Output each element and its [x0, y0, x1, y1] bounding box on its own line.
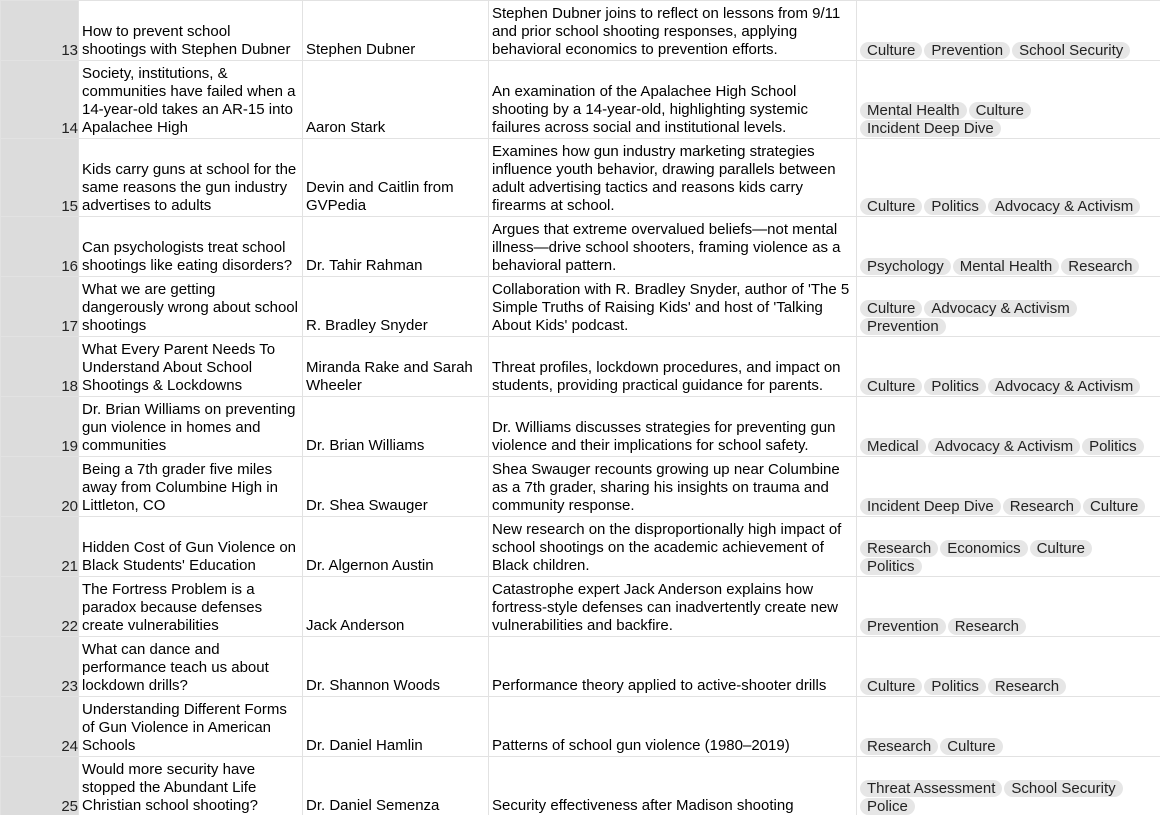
description-cell-text: Threat profiles, lockdown procedures, and impact on students, providing practical guidance for parents.: [492, 359, 841, 394]
tags-cell[interactable]: [857, 757, 1160, 815]
title-cell[interactable]: [79, 697, 303, 757]
tags-cell[interactable]: [857, 337, 1160, 397]
row-header[interactable]: 14: [1, 61, 79, 139]
description-cell-text: Performance theory applied to active-shooter drills: [492, 677, 827, 694]
table-row: [1, 61, 1160, 139]
description-cell[interactable]: [489, 517, 857, 577]
table-row: [1, 217, 1160, 277]
tag-chip[interactable]: Research: [988, 678, 1066, 695]
row-header[interactable]: 25: [1, 757, 79, 815]
guest-cell-text: Stephen Dubner: [306, 41, 416, 58]
tag-chip[interactable]: Culture: [860, 42, 922, 59]
guest-cell-text: Jack Anderson: [306, 617, 405, 634]
guest-cell-text: Dr. Algernon Austin: [306, 557, 434, 574]
tag-list: [857, 438, 1160, 456]
tag-chip[interactable]: Research: [1003, 498, 1081, 515]
tag-chip[interactable]: Politics: [924, 378, 986, 395]
tag-chip[interactable]: Research: [860, 738, 938, 755]
guest-cell[interactable]: [303, 277, 489, 337]
title-cell[interactable]: [79, 217, 303, 277]
tag-chip[interactable]: Prevention: [924, 42, 1010, 59]
guest-cell-text: Miranda Rake and Sarah Wheeler: [306, 359, 473, 394]
title-cell[interactable]: [79, 577, 303, 637]
description-cell[interactable]: [489, 577, 857, 637]
tag-chip[interactable]: Culture: [860, 678, 922, 695]
description-cell-text: Shea Swauger recounts growing up near Columbine as a 7th grader, sharing his insights on trauma and community response.: [492, 461, 840, 514]
description-cell[interactable]: [489, 397, 857, 457]
tag-chip[interactable]: Culture: [940, 738, 1002, 755]
tag-chip[interactable]: Politics: [1082, 438, 1144, 455]
tag-chip[interactable]: Incident Deep Dive: [860, 498, 1001, 515]
tags-cell[interactable]: [857, 397, 1160, 457]
guest-cell[interactable]: [303, 217, 489, 277]
tag-list: [857, 42, 1160, 60]
tag-chip[interactable]: Mental Health: [953, 258, 1060, 275]
table-row: [1, 397, 1160, 457]
tags-cell[interactable]: [857, 217, 1160, 277]
description-cell[interactable]: [489, 757, 857, 815]
title-cell[interactable]: [79, 757, 303, 815]
tag-chip[interactable]: Advocacy & Activism: [988, 198, 1140, 215]
description-cell[interactable]: [489, 457, 857, 517]
table-row: [1, 757, 1160, 815]
title-cell[interactable]: [79, 457, 303, 517]
description-cell-text: An examination of the Apalachee High School shooting by a 14-year-old, highlighting systemic failures across social and institutional levels.: [492, 83, 809, 136]
row-header[interactable]: 22: [1, 577, 79, 637]
table-row: [1, 697, 1160, 757]
title-cell[interactable]: [79, 277, 303, 337]
row-header[interactable]: 19: [1, 397, 79, 457]
tag-list: [857, 378, 1160, 396]
row-header[interactable]: 13: [1, 1, 79, 61]
title-cell-text: What can dance and performance teach us about lockdown drills?: [82, 641, 269, 694]
tag-chip[interactable]: Threat Assessment: [860, 780, 1002, 797]
tag-chip[interactable]: Politics: [924, 678, 986, 695]
row-header[interactable]: 20: [1, 457, 79, 517]
description-cell-text: New research on the disproportionally high impact of school shootings on the academic achievement of Black children.: [492, 521, 842, 574]
tag-chip[interactable]: Research: [1061, 258, 1139, 275]
tags-cell[interactable]: [857, 637, 1160, 697]
title-cell[interactable]: [79, 337, 303, 397]
description-cell[interactable]: [489, 697, 857, 757]
description-cell[interactable]: [489, 637, 857, 697]
guest-cell[interactable]: [303, 517, 489, 577]
description-cell[interactable]: [489, 277, 857, 337]
tag-list: [857, 618, 1160, 636]
row-header[interactable]: 24: [1, 697, 79, 757]
title-cell-text: Hidden Cost of Gun Violence on Black Students' Education: [82, 539, 297, 574]
tags-cell[interactable]: [857, 277, 1160, 337]
title-cell[interactable]: [79, 397, 303, 457]
guest-cell-text: Dr. Brian Williams: [306, 437, 425, 454]
description-cell-text: Stephen Dubner joins to reflect on lessons from 9/11 and prior school shooting responses, applying behavioral economics to prevention efforts.: [492, 5, 841, 58]
guest-cell-text: Dr. Daniel Semenza: [306, 797, 440, 814]
title-cell[interactable]: [79, 517, 303, 577]
row-header[interactable]: 17: [1, 277, 79, 337]
tag-list: [857, 540, 1160, 576]
tag-chip[interactable]: Advocacy & Activism: [928, 438, 1080, 455]
row-header[interactable]: 18: [1, 337, 79, 397]
tag-list: [857, 102, 1160, 138]
tag-list: [857, 738, 1160, 756]
guest-cell[interactable]: [303, 397, 489, 457]
tag-list: [857, 678, 1160, 696]
description-cell-text: Patterns of school gun violence (1980–2019): [492, 737, 790, 754]
tag-list: [857, 198, 1160, 216]
tag-chip[interactable]: Psychology: [860, 258, 951, 275]
title-cell-text: Kids carry guns at school for the same reasons the gun industry advertises to adults: [82, 161, 297, 214]
table-row: [1, 337, 1160, 397]
title-cell[interactable]: [79, 139, 303, 217]
tag-chip[interactable]: School Security: [1004, 780, 1122, 797]
guest-cell[interactable]: [303, 457, 489, 517]
tag-chip[interactable]: Prevention: [860, 318, 946, 335]
row-header[interactable]: 21: [1, 517, 79, 577]
tag-chip[interactable]: Advocacy & Activism: [924, 300, 1076, 317]
tags-cell[interactable]: [857, 1, 1160, 61]
tag-chip[interactable]: Politics: [924, 198, 986, 215]
guest-cell[interactable]: [303, 1, 489, 61]
title-cell-text: Understanding Different Forms of Gun Violence in American Schools: [82, 701, 287, 754]
tag-list: [857, 258, 1160, 276]
table-row: [1, 577, 1160, 637]
title-cell-text: Would more security have stopped the Abundant Life Christian school shooting?: [82, 761, 258, 814]
row-header[interactable]: 15: [1, 139, 79, 217]
guest-cell-text: Dr. Daniel Hamlin: [306, 737, 423, 754]
description-cell-text: Collaboration with R. Bradley Snyder, author of 'The 5 Simple Truths of Raising Kids' and host of 'Talking About Kids' podcast.: [492, 281, 850, 334]
tag-list: [857, 498, 1160, 516]
guest-cell-text: Aaron Stark: [306, 119, 386, 136]
title-cell-text: What Every Parent Needs To Understand About School Shootings & Lockdowns: [82, 341, 276, 394]
title-cell-text: What we are getting dangerously wrong about school shootings: [82, 281, 298, 334]
table-row: [1, 1, 1160, 61]
guest-cell[interactable]: [303, 139, 489, 217]
tag-chip[interactable]: Incident Deep Dive: [860, 120, 1001, 137]
description-cell[interactable]: [489, 217, 857, 277]
tag-chip[interactable]: Prevention: [860, 618, 946, 635]
title-cell-text: Being a 7th grader five miles away from Columbine High in Littleton, CO: [82, 461, 278, 514]
title-cell-text: The Fortress Problem is a paradox because defenses create vulnerabilities: [82, 581, 263, 634]
guest-cell-text: Dr. Tahir Rahman: [306, 257, 423, 274]
guest-cell[interactable]: [303, 61, 489, 139]
title-cell[interactable]: [79, 637, 303, 697]
tag-chip[interactable]: Politics: [860, 558, 922, 575]
title-cell-text: Can psychologists treat school shootings like eating disorders?: [82, 239, 293, 274]
description-cell[interactable]: [489, 61, 857, 139]
row-header[interactable]: 23: [1, 637, 79, 697]
guest-cell[interactable]: [303, 637, 489, 697]
guest-cell[interactable]: [303, 577, 489, 637]
tags-cell[interactable]: [857, 61, 1160, 139]
tags-cell[interactable]: [857, 139, 1160, 217]
tag-chip[interactable]: Police: [860, 798, 915, 815]
table-row: [1, 277, 1160, 337]
table-row: [1, 457, 1160, 517]
tag-chip[interactable]: Mental Health: [860, 102, 967, 119]
description-cell-text: Argues that extreme overvalued beliefs—not mental illness—drive school shooters, framing violence as a behavioral pattern.: [492, 221, 841, 274]
tag-chip[interactable]: Advocacy & Activism: [988, 378, 1140, 395]
tag-chip[interactable]: Culture: [1083, 498, 1145, 515]
guest-cell[interactable]: [303, 337, 489, 397]
description-cell[interactable]: [489, 1, 857, 61]
tags-cell[interactable]: [857, 517, 1160, 577]
description-cell-text: Dr. Williams discusses strategies for preventing gun violence and their implications for school safety.: [492, 419, 836, 454]
tag-chip[interactable]: Research: [860, 540, 938, 557]
guest-cell[interactable]: [303, 697, 489, 757]
description-cell-text: Catastrophe expert Jack Anderson explains how fortress-style defenses can inadvertently create new vulnerabilities and backfire.: [492, 581, 839, 634]
guest-cell[interactable]: [303, 757, 489, 815]
title-cell-text: How to prevent school shootings with Stephen Dubner: [82, 23, 291, 58]
title-cell-text: Society, institutions, & communities have failed when a 14-year-old takes an AR-15 into Apalachee High: [82, 65, 296, 136]
tag-chip[interactable]: Culture: [969, 102, 1031, 119]
tag-chip[interactable]: School Security: [1012, 42, 1130, 59]
guest-cell-text: Dr. Shannon Woods: [306, 677, 440, 694]
tag-chip[interactable]: Research: [948, 618, 1026, 635]
row-header[interactable]: 16: [1, 217, 79, 277]
description-cell[interactable]: [489, 139, 857, 217]
tag-chip[interactable]: Economics: [940, 540, 1027, 557]
table-row: [1, 637, 1160, 697]
tags-cell[interactable]: [857, 577, 1160, 637]
description-cell[interactable]: [489, 337, 857, 397]
tag-chip[interactable]: Medical: [860, 438, 926, 455]
tag-chip[interactable]: Culture: [1030, 540, 1092, 557]
tag-chip[interactable]: Culture: [860, 378, 922, 395]
title-cell[interactable]: [79, 61, 303, 139]
tag-list: [857, 300, 1160, 336]
title-cell-text: Dr. Brian Williams on preventing gun violence in homes and communities: [82, 401, 296, 454]
table-row: [1, 517, 1160, 577]
description-cell-text: Security effectiveness after Madison shooting: [492, 797, 794, 814]
tags-cell[interactable]: [857, 457, 1160, 517]
guest-cell-text: R. Bradley Snyder: [306, 317, 428, 334]
tag-list: [857, 780, 1160, 815]
tags-cell[interactable]: [857, 697, 1160, 757]
title-cell[interactable]: [79, 1, 303, 61]
guest-cell-text: Devin and Caitlin from GVPedia: [306, 179, 454, 214]
table-row: [1, 139, 1160, 217]
tag-chip[interactable]: Culture: [860, 300, 922, 317]
description-cell-text: Examines how gun industry marketing strategies influence youth behavior, drawing parallels between adult advertising tactics and reasons kids carry firearms at school.: [492, 143, 836, 214]
tag-chip[interactable]: Culture: [860, 198, 922, 215]
guest-cell-text: Dr. Shea Swauger: [306, 497, 428, 514]
